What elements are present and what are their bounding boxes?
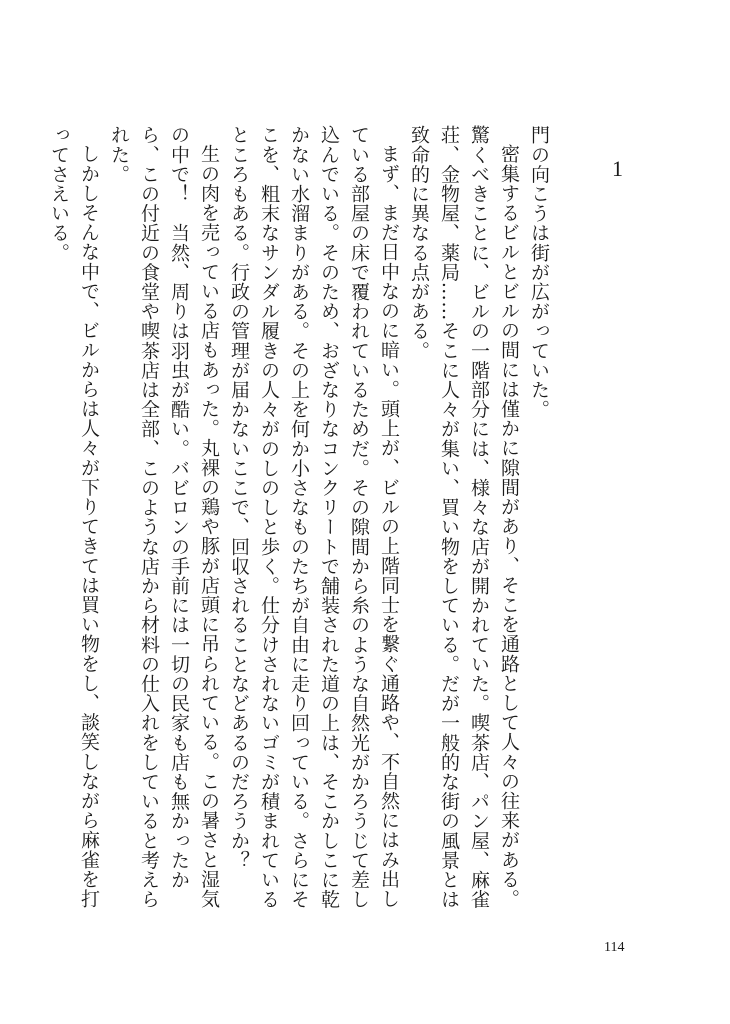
paragraph-3: まず、まだ日中なのに暗い。頭上が、ビルの上階同士を繋ぐ通路や、不自然にはみ出している部屋の床で覆われているためだ。その隙間から糸のような自然光がかろうじて差し込んでいる。そのため、おざなりなコンクリートで舗装された道の上は、そこかしこに乾かない水溜まりがある。その上を何か小さなものたちが自由に走り回っている。さらにそこを、粗末なサンダル履きの人々がのしのしと歩く。仕分けされないゴミが積まれているところもある。行政の管理が届かないここで、回収されることなどあるのだろうか？ xyxy=(228,125,400,909)
paragraph-2: 密集するビルとビルの間には僅かに隙間があり、そこを通路として人々の往来がある。驚くべきことに、ビルの一階部分には、様々な店が開かれていた。喫茶店、パン屋、麻雀荘、金物屋、薬局……そこに人々が集い、買い物をしている。だが一般的な街の風景とは致命的に異なる点がある。 xyxy=(408,125,520,909)
page-number: 114 xyxy=(604,940,625,955)
paragraph-1: 門の向こうは街が広がっていた。 xyxy=(528,125,550,419)
chapter-number: 1 xyxy=(612,156,623,181)
vertical-body-text xyxy=(44,125,554,925)
paragraph-5: しかしそんな中で、ビルからは人々が下りてきては買い物をし、談笑しながら麻雀を打ってさえいる。 xyxy=(48,125,100,909)
paragraph-4: 生の肉を売っている店もあった。丸裸の鶏や豚が店頭に吊られている。この暑さと湿気の中で！ 当然、周りは羽虫が酷い。バビロンの手前には一切の民家も店も無かったから、この付近の食堂や喫茶店は全部、このような店から材料の仕入れをしていると考えられた。 xyxy=(108,125,220,909)
